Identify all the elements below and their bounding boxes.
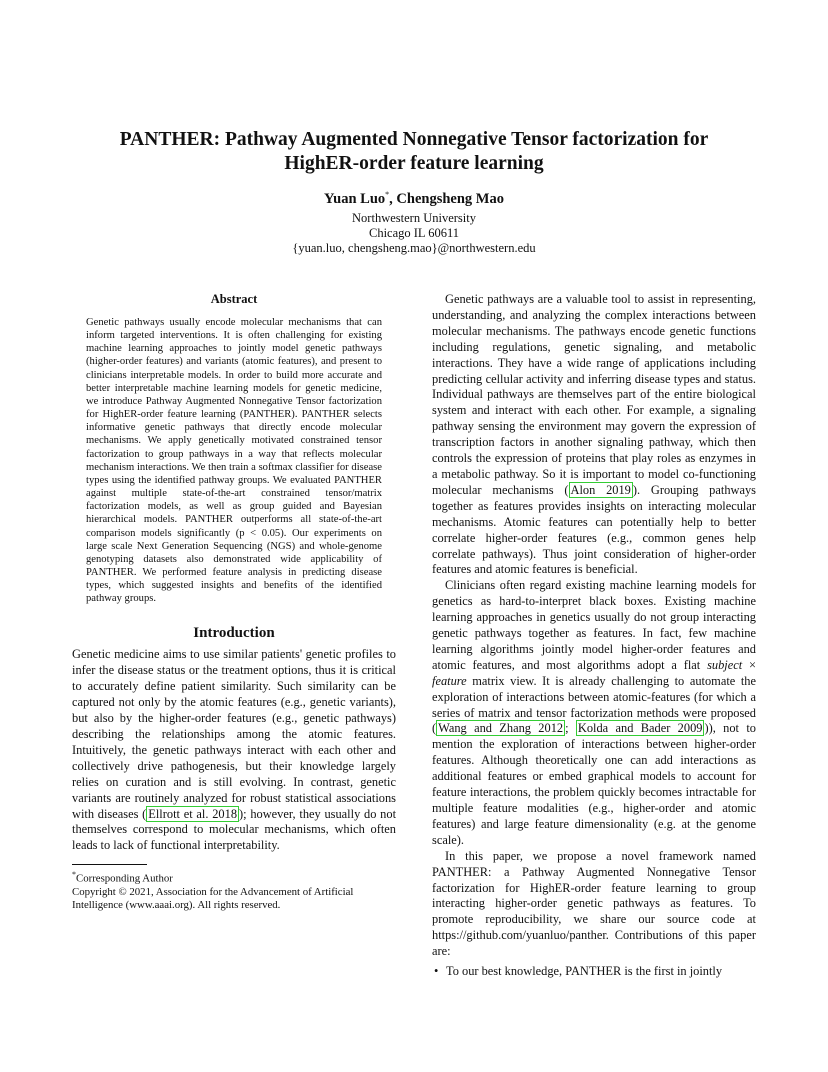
paper-title [70, 128, 758, 176]
citation-wang-zhang-2012[interactable]: Wang and Zhang 2012 [438, 721, 564, 736]
right-p2-text-a: Clinicians often regard existing machine learning models for genetics as hard-to-interpret black boxes. Existing machine learning approaches in genetics usually do not group interacting genetic pathways together as features. In fact, few machine learning algorithms jointly model higher-order features and atomic features, and most algorithms adopt a flat [432, 578, 756, 672]
author-first: Yuan Luo [324, 190, 386, 207]
right-p2-separator: ; [565, 721, 576, 736]
citation-alon-2019[interactable]: Alon 2019 [570, 482, 631, 497]
footnote-mark: * [72, 870, 76, 880]
bullet-dot: • [434, 964, 439, 979]
right-p1-text-b: ). Grouping pathways together as features provides insights on interacting molecular mechanisms. Atomic features can potentially help to better correlate higher-order features (e.g., common genes help correlate pathways). Thus joint consideration of higher-order features and atomic features is beneficial. [432, 482, 756, 577]
abstract-heading: Abstract [210, 292, 258, 306]
contribution-bullet-1-text: To our best knowledge, PANTHER is the first in jointly [446, 964, 723, 979]
right-p2-text-b: matrix view. It is already challenging to automate the exploration of interactions between atomic-features (for which a series of matrix and tensor factorization methods were proposed ( [432, 673, 756, 736]
affiliation-institution: Northwestern University [352, 211, 476, 225]
intro-p1-text-a: Genetic medicine aims to use similar patients' genetic profiles to infer the disease status or the treatment options, thus it is critical to accurately define patient similarity. Such similarity can be captured not only by the atomic features (e.g., genetic variants), but also by the higher-order features (e.g., genetic pathways) describing the relationships among the atomic features. Intuitively, the genetic pathways interact with each other and collectively drive pathogenesis, but their knowledge largely relies on curation and is still evolving. In contrast, genetic variants are routinely analyzed for robust statistical associations with diseases ( [72, 647, 396, 821]
footnote-note: Corresponding Author [76, 872, 173, 885]
affiliation-city: Chicago IL 60611 [368, 226, 460, 240]
footnote-corresponding [72, 868, 396, 886]
footnote-copyright: Copyright © 2021, Association for the Advancement of Artificial Intelligence (www.aaai.org). All rights reserved. [72, 885, 354, 911]
right-column [432, 292, 756, 980]
author-list [70, 190, 758, 208]
title-line-2: HighER-order feature learning [284, 153, 544, 174]
introduction-heading: Introduction [193, 625, 275, 642]
citation-ellrott-2018[interactable]: Ellrott et al. 2018 [148, 806, 238, 821]
right-p1-text-a: Genetic pathways are a valuable tool to assist in representing, understanding, and analyzing the complex interactions between molecular mechanisms. The pathways encode genetic functions including regulations, genetic signaling, and metabolic interactions. They have a wide range of applications including predicting cellular activity and inferring disease types and status. Individual pathways are themselves part of the entire biological system and interact with each other. For example, a signaling pathway sensing the environment may govern the expression of transcription factors in another signaling pathway, which then controls the expression of proteins that play roles as enzymes in a metabolic pathway. So it is important to model co-functioning molecular mechanisms ( [432, 292, 756, 497]
footnote-rule [72, 864, 147, 865]
citation-kolda-bader-2009[interactable]: Kolda and Bader 2009 [577, 721, 703, 736]
title-line-1: PANTHER: Pathway Augmented Nonnegative Tensor factorization for [119, 129, 709, 150]
left-column [72, 292, 396, 912]
right-p2-text-c: )), not to mention the exploration of interactions between higher-order features. Although theoretically one can add interactions as additional features or embed graphical models to account for feature interactions, the problem quickly becomes intractable for multiple feature modalities (e.g., higher-order and atomic features) and large feature dimensionality (e.g. at the genome scale). [432, 721, 756, 847]
right-p2-subject: subject [707, 657, 743, 672]
right-paragraph-1 [432, 292, 756, 578]
intro-p1-text-b: ); however, they usually do not themselves correspond to molecular mechanisms, which often leads to lack of functional interpretability. [72, 806, 397, 853]
affiliation [70, 211, 758, 256]
corresponding-mark: * [385, 190, 390, 199]
contribution-bullet-1 [432, 964, 756, 980]
abstract-text: Genetic pathways usually encode molecular mechanisms that can inform targeted interventions. It is often challenging for existing machine learning approaches to jointly model genetic pathways (higher-order features) and variants (atomic features), and present to clinicians interpretable models. In order to build more accurate and better interpretable machine learning models for genetic medicine, we introduce Pathway Augmented Nonnegative Tensor factorization for HighER-order feature learning (PANTHER). PANTHER selects informative genetic pathways that directly encode molecular mechanisms. We apply genetically motivated constrained tensor factorization to group pathways in a way that reflects molecular mechanism interactions. We then train a softmax classifier for disease types using the identified pathway groups. We evaluated PANTHER against multiple state-of-the-art constrained tensor/matrix factorization models, as well as group guided and Bayesian hierarchical models. PANTHER outperforms all state-of-the-art comparison models significantly (p < 0.05). Our experiments on large scale Next Generation Sequencing (NGS) and whole-genome genotyping datasets also demonstrated wide applicability of PANTHER. We performed feature analysis in predicting disease types, which suggested insights and benefits of the identified pathway groups. [86, 317, 382, 605]
right-paragraph-2 [432, 578, 756, 848]
right-p2-feature: feature [432, 673, 467, 688]
intro-paragraph-1 [72, 647, 396, 854]
affiliation-emails: {yuan.luo, chengsheng.mao}@northwestern.edu [292, 241, 536, 255]
author-rest: , Chengsheng Mao [389, 190, 504, 207]
right-p2-times: × [742, 657, 756, 672]
right-paragraph-3: In this paper, we propose a novel framework named PANTHER: a Pathway Augmented Nonnegative Tensor factorization for HighER-order feature learning to group interacting higher-order genetic pathways as features. To promote reproducibility, we share our source code at https://github.com/yuanluo/panther. Contributions of this paper are: [432, 848, 756, 959]
